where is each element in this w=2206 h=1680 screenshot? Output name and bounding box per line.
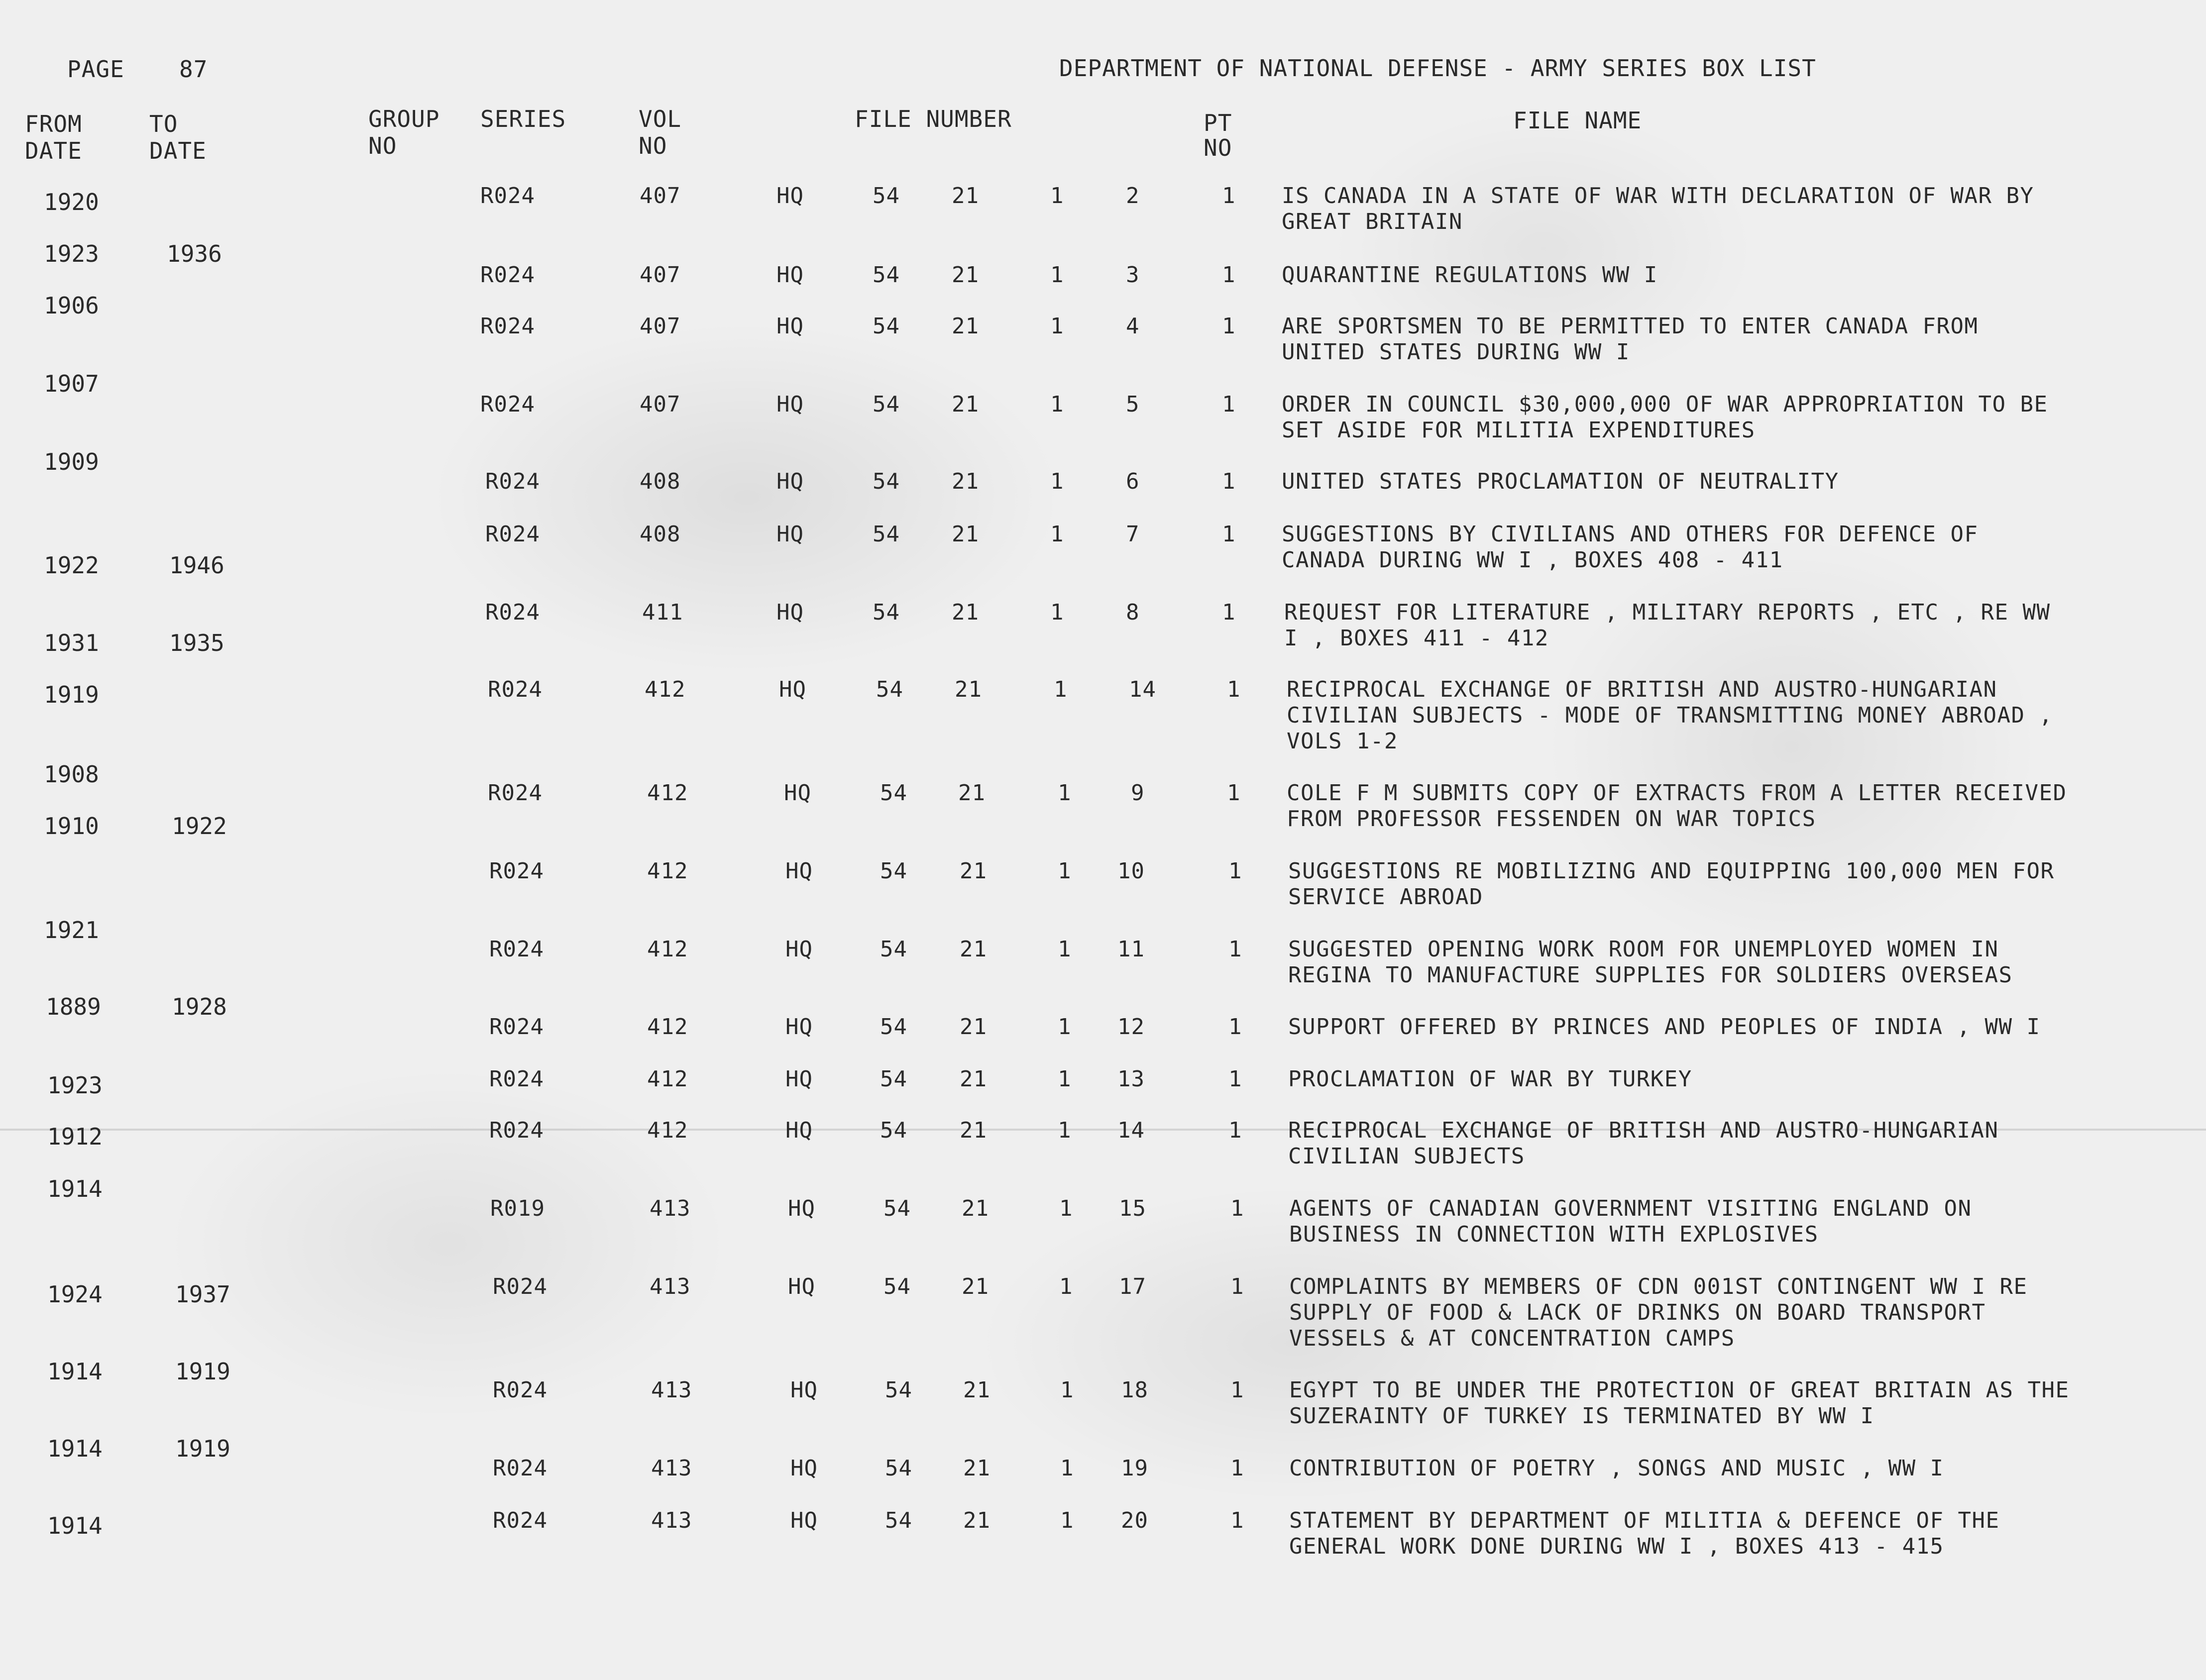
vol-cell: 413	[650, 1196, 691, 1221]
file-name-line: PROCLAMATION OF WAR BY TURKEY	[1288, 1066, 1692, 1092]
file-num-1: 54	[873, 262, 900, 288]
pt-cell: 1	[1230, 1508, 1244, 1533]
vol-cell: 412	[647, 780, 688, 806]
file-prefix-cell: HQ	[776, 600, 804, 625]
col-header-from-date-1: FROM	[25, 110, 82, 137]
series-cell: R024	[480, 262, 535, 288]
file-num-4: 11	[1117, 937, 1145, 962]
series-cell: R024	[493, 1456, 548, 1481]
vol-cell: 411	[642, 600, 683, 625]
file-num-2: 21	[952, 600, 979, 625]
file-prefix-cell: HQ	[790, 1377, 818, 1403]
file-name-line: COMPLAINTS BY MEMBERS OF CDN 001ST CONTINGENT WW I RE	[1289, 1274, 2028, 1299]
pt-cell: 1	[1227, 677, 1241, 702]
from-date: 1912	[47, 1123, 103, 1150]
vol-cell: 408	[640, 522, 681, 547]
file-prefix-cell: HQ	[785, 1014, 813, 1040]
series-cell: R024	[489, 1014, 544, 1040]
series-cell: R024	[493, 1274, 548, 1299]
to-date: 1936	[167, 240, 222, 267]
file-name-line: GENERAL WORK DONE DURING WW I , BOXES 413 - 415	[1289, 1534, 1944, 1559]
vol-cell: 413	[650, 1274, 691, 1299]
file-num-2: 21	[960, 1118, 987, 1143]
from-date: 1907	[44, 370, 99, 397]
vol-cell: 412	[647, 1118, 688, 1143]
from-date: 1923	[47, 1072, 103, 1099]
pt-cell: 1	[1222, 183, 1236, 209]
file-num-4: 10	[1117, 858, 1145, 884]
col-header-group-no-1: GROUP	[368, 105, 440, 132]
file-num-2: 21	[963, 1508, 991, 1533]
vol-cell: 413	[651, 1377, 692, 1403]
series-cell: R024	[493, 1508, 548, 1533]
file-num-1: 54	[873, 600, 900, 625]
file-name-line: UNITED STATES PROCLAMATION OF NEUTRALITY	[1282, 469, 1839, 494]
vol-cell: 407	[640, 183, 681, 209]
file-name-line: SET ASIDE FOR MILITIA EXPENDITURES	[1282, 418, 1756, 443]
from-date: 1908	[44, 761, 99, 788]
pt-cell: 1	[1230, 1456, 1244, 1481]
file-prefix-cell: HQ	[776, 314, 804, 339]
col-header-to-date-1: TO	[149, 110, 178, 137]
vol-cell: 412	[647, 937, 688, 962]
file-name-line: CIVILIAN SUBJECTS - MODE OF TRANSMITTING MONEY ABROAD ,	[1287, 703, 2053, 728]
file-num-4: 9	[1131, 780, 1145, 806]
series-cell: R024	[488, 677, 543, 702]
vol-cell: 412	[647, 1014, 688, 1040]
file-prefix-cell: HQ	[785, 937, 813, 962]
file-name-line: REQUEST FOR LITERATURE , MILITARY REPORTS , ETC , RE WW	[1284, 600, 2051, 625]
file-num-3: 1	[1050, 262, 1064, 288]
pt-cell: 1	[1228, 937, 1242, 962]
file-num-1: 54	[880, 1066, 907, 1092]
series-cell: R024	[485, 522, 540, 547]
file-name-line: CONTRIBUTION OF POETRY , SONGS AND MUSIC , WW I	[1289, 1456, 1944, 1481]
file-num-2: 21	[952, 469, 979, 494]
file-num-2: 21	[955, 677, 982, 702]
file-prefix-cell: HQ	[776, 392, 804, 417]
col-header-to-date-2: DATE	[149, 137, 207, 164]
file-num-2: 21	[963, 1377, 991, 1403]
file-num-1: 54	[880, 780, 907, 806]
file-num-3: 1	[1060, 1508, 1074, 1533]
file-prefix-cell: HQ	[776, 522, 804, 547]
from-date: 1910	[44, 813, 99, 840]
file-name-line: RECIPROCAL EXCHANGE OF BRITISH AND AUSTRO-HUNGARIAN	[1287, 677, 1997, 702]
file-name-line: REGINA TO MANUFACTURE SUPPLIES FOR SOLDIERS OVERSEAS	[1288, 962, 2013, 988]
file-name-line: CIVILIAN SUBJECTS	[1288, 1144, 1525, 1169]
file-num-3: 1	[1058, 1014, 1072, 1040]
series-cell: R024	[480, 392, 535, 417]
to-date: 1928	[172, 993, 227, 1020]
file-name-line: SUGGESTIONS BY CIVILIANS AND OTHERS FOR DEFENCE OF	[1282, 522, 1979, 547]
col-header-from-date-2: DATE	[25, 137, 82, 164]
file-name-line: COLE F M SUBMITS COPY OF EXTRACTS FROM A LETTER RECEIVED	[1287, 780, 2067, 806]
col-header-pt-no-2: NO	[1204, 134, 1232, 161]
file-num-4: 8	[1126, 600, 1140, 625]
to-date: 1919	[175, 1435, 230, 1462]
file-prefix-cell: HQ	[785, 1066, 813, 1092]
file-num-4: 13	[1117, 1066, 1145, 1092]
file-name-line: SUPPORT OFFERED BY PRINCES AND PEOPLES OF INDIA , WW I	[1288, 1014, 2041, 1040]
vol-cell: 412	[647, 858, 688, 884]
pt-cell: 1	[1222, 522, 1236, 547]
col-header-vol-no-1: VOL	[639, 105, 682, 132]
file-num-1: 54	[873, 392, 900, 417]
vol-cell: 407	[640, 262, 681, 288]
to-date: 1919	[175, 1358, 230, 1385]
file-num-4: 5	[1126, 392, 1140, 417]
file-num-3: 1	[1050, 522, 1064, 547]
vol-cell: 413	[651, 1508, 692, 1533]
col-header-vol-no-2: NO	[639, 132, 667, 159]
file-name-line: VESSELS & AT CONCENTRATION CAMPS	[1289, 1326, 1735, 1351]
vol-cell: 407	[640, 314, 681, 339]
vol-cell: 413	[651, 1456, 692, 1481]
file-prefix-cell: HQ	[788, 1274, 815, 1299]
file-num-3: 1	[1050, 183, 1064, 209]
file-name-line: FROM PROFESSOR FESSENDEN ON WAR TOPICS	[1287, 806, 1816, 832]
file-prefix-cell: HQ	[790, 1456, 818, 1481]
series-cell: R024	[485, 600, 540, 625]
series-cell: R024	[489, 858, 544, 884]
file-num-4: 2	[1126, 183, 1140, 209]
series-cell: R024	[489, 1118, 544, 1143]
file-num-4: 7	[1126, 522, 1140, 547]
from-date: 1919	[44, 681, 99, 708]
file-num-3: 1	[1050, 314, 1064, 339]
file-name-line: ARE SPORTSMEN TO BE PERMITTED TO ENTER CANADA FROM	[1282, 314, 1979, 339]
file-num-1: 54	[880, 1118, 907, 1143]
file-num-2: 21	[958, 780, 986, 806]
file-prefix-cell: HQ	[784, 780, 811, 806]
file-prefix-cell: HQ	[785, 1118, 813, 1143]
pt-cell: 1	[1222, 262, 1236, 288]
file-num-4: 4	[1126, 314, 1140, 339]
from-date: 1924	[47, 1281, 103, 1308]
from-date: 1921	[44, 917, 99, 944]
page-number: 87	[179, 56, 208, 83]
col-header-pt-no-1: PT	[1204, 109, 1232, 136]
file-num-4: 14	[1129, 677, 1156, 702]
file-num-3: 1	[1059, 1274, 1073, 1299]
pt-cell: 1	[1230, 1196, 1244, 1221]
file-num-3: 1	[1050, 600, 1064, 625]
file-num-1: 54	[885, 1377, 912, 1403]
file-num-1: 54	[883, 1274, 911, 1299]
file-name-line: ORDER IN COUNCIL $30,000,000 OF WAR APPROPRIATION TO BE	[1282, 392, 2048, 417]
file-num-3: 1	[1059, 1196, 1073, 1221]
file-name-line: I , BOXES 411 - 412	[1284, 626, 1549, 651]
file-num-3: 1	[1050, 469, 1064, 494]
file-name-line: SERVICE ABROAD	[1288, 884, 1483, 910]
file-name-line: VOLS 1-2	[1287, 729, 1398, 754]
file-prefix-cell: HQ	[785, 858, 813, 884]
series-cell: R024	[489, 937, 544, 962]
file-num-1: 54	[885, 1456, 912, 1481]
file-num-2: 21	[963, 1456, 991, 1481]
pt-cell: 1	[1222, 314, 1236, 339]
pt-cell: 1	[1228, 858, 1242, 884]
page-label: PAGE	[67, 56, 124, 83]
file-num-2: 21	[952, 522, 979, 547]
file-num-4: 12	[1117, 1014, 1145, 1040]
to-date: 1935	[169, 630, 224, 656]
series-cell: R024	[488, 780, 543, 806]
file-num-1: 54	[873, 183, 900, 209]
file-num-1: 54	[873, 469, 900, 494]
file-num-1: 54	[880, 1014, 907, 1040]
file-prefix-cell: HQ	[776, 469, 804, 494]
pt-cell: 1	[1230, 1274, 1244, 1299]
file-num-2: 21	[962, 1274, 989, 1299]
from-date: 1889	[46, 993, 101, 1020]
file-name-line: IS CANADA IN A STATE OF WAR WITH DECLARATION OF WAR BY	[1282, 183, 2034, 209]
file-prefix-cell: HQ	[790, 1508, 818, 1533]
pt-cell: 1	[1222, 392, 1236, 417]
from-date: 1920	[44, 189, 99, 215]
file-name-line: EGYPT TO BE UNDER THE PROTECTION OF GREAT BRITAIN AS THE	[1289, 1377, 2070, 1403]
col-header-file-name: FILE NAME	[1513, 107, 1642, 134]
col-header-file-number: FILE NUMBER	[855, 105, 1012, 132]
file-name-line: STATEMENT BY DEPARTMENT OF MILITIA & DEFENCE OF THE	[1289, 1508, 2000, 1533]
series-cell: R024	[480, 183, 535, 209]
pt-cell: 1	[1228, 1118, 1242, 1143]
file-prefix-cell: HQ	[788, 1196, 815, 1221]
pt-cell: 1	[1227, 780, 1241, 806]
from-date: 1914	[47, 1175, 103, 1202]
series-cell: R024	[485, 469, 540, 494]
pt-cell: 1	[1228, 1066, 1242, 1092]
file-num-2: 21	[952, 183, 979, 209]
series-cell: R019	[490, 1196, 545, 1221]
file-num-4: 6	[1126, 469, 1140, 494]
vol-cell: 408	[640, 469, 681, 494]
from-date: 1914	[47, 1435, 103, 1462]
file-name-line: SUZERAINTY OF TURKEY IS TERMINATED BY WW I	[1289, 1403, 1875, 1429]
from-date: 1923	[44, 240, 99, 267]
pt-cell: 1	[1222, 600, 1236, 625]
file-num-1: 54	[883, 1196, 911, 1221]
series-cell: R024	[480, 314, 535, 339]
file-name-line: QUARANTINE REGULATIONS WW I	[1282, 262, 1658, 288]
file-num-2: 21	[960, 1014, 987, 1040]
to-date: 1922	[172, 813, 227, 840]
file-num-3: 1	[1058, 1118, 1072, 1143]
file-num-2: 21	[952, 314, 979, 339]
from-date: 1906	[44, 292, 99, 319]
file-name-line: SUGGESTIONS RE MOBILIZING AND EQUIPPING 100,000 MEN FOR	[1288, 858, 2055, 884]
file-num-3: 1	[1060, 1377, 1074, 1403]
file-num-3: 1	[1058, 858, 1072, 884]
file-num-3: 1	[1058, 780, 1072, 806]
file-name-line: SUGGESTED OPENING WORK ROOM FOR UNEMPLOYED WOMEN IN	[1288, 937, 1999, 962]
series-cell: R024	[493, 1377, 548, 1403]
col-header-series: SERIES	[480, 105, 566, 132]
file-num-2: 21	[952, 392, 979, 417]
vol-cell: 412	[645, 677, 686, 702]
file-num-4: 14	[1117, 1118, 1145, 1143]
file-num-2: 21	[962, 1196, 989, 1221]
vol-cell: 407	[640, 392, 681, 417]
vol-cell: 412	[647, 1066, 688, 1092]
file-num-3: 1	[1054, 677, 1068, 702]
file-num-3: 1	[1058, 937, 1072, 962]
file-num-2: 21	[960, 1066, 987, 1092]
file-num-1: 54	[880, 937, 907, 962]
page-title: DEPARTMENT OF NATIONAL DEFENSE - ARMY SERIES BOX LIST	[1059, 55, 1816, 82]
to-date: 1937	[175, 1281, 230, 1308]
file-num-3: 1	[1060, 1456, 1074, 1481]
file-prefix-cell: HQ	[776, 183, 804, 209]
file-num-1: 54	[873, 314, 900, 339]
file-name-line: RECIPROCAL EXCHANGE OF BRITISH AND AUSTRO-HUNGARIAN	[1288, 1118, 1999, 1143]
file-num-2: 21	[952, 262, 979, 288]
pt-cell: 1	[1230, 1377, 1244, 1403]
col-header-group-no-2: NO	[368, 132, 397, 159]
to-date: 1946	[169, 552, 224, 579]
file-num-3: 1	[1050, 392, 1064, 417]
file-num-1: 54	[876, 677, 903, 702]
file-num-3: 1	[1058, 1066, 1072, 1092]
from-date: 1922	[44, 552, 99, 579]
from-date: 1914	[47, 1358, 103, 1385]
pt-cell: 1	[1228, 1014, 1242, 1040]
file-num-4: 15	[1119, 1196, 1146, 1221]
file-name-line: AGENTS OF CANADIAN GOVERNMENT VISITING ENGLAND ON	[1289, 1196, 1972, 1221]
file-num-4: 20	[1121, 1508, 1148, 1533]
file-num-4: 17	[1119, 1274, 1146, 1299]
file-num-4: 19	[1121, 1456, 1148, 1481]
file-prefix-cell: HQ	[776, 262, 804, 288]
file-name-line: GREAT BRITAIN	[1282, 209, 1463, 234]
file-num-2: 21	[960, 858, 987, 884]
file-name-line: BUSINESS IN CONNECTION WITH EXPLOSIVES	[1289, 1222, 1819, 1247]
file-prefix-cell: HQ	[779, 677, 806, 702]
from-date: 1909	[44, 448, 99, 475]
file-name-line: CANADA DURING WW I , BOXES 408 - 411	[1282, 547, 1783, 573]
file-num-1: 54	[880, 858, 907, 884]
from-date: 1931	[44, 630, 99, 656]
file-num-4: 3	[1126, 262, 1140, 288]
file-num-4: 18	[1121, 1377, 1148, 1403]
file-num-1: 54	[873, 522, 900, 547]
file-name-line: UNITED STATES DURING WW I	[1282, 339, 1630, 365]
pt-cell: 1	[1222, 469, 1236, 494]
from-date: 1914	[47, 1512, 103, 1539]
series-cell: R024	[489, 1066, 544, 1092]
file-name-line: SUPPLY OF FOOD & LACK OF DRINKS ON BOARD TRANSPORT	[1289, 1300, 1986, 1325]
file-num-1: 54	[885, 1508, 912, 1533]
file-num-2: 21	[960, 937, 987, 962]
